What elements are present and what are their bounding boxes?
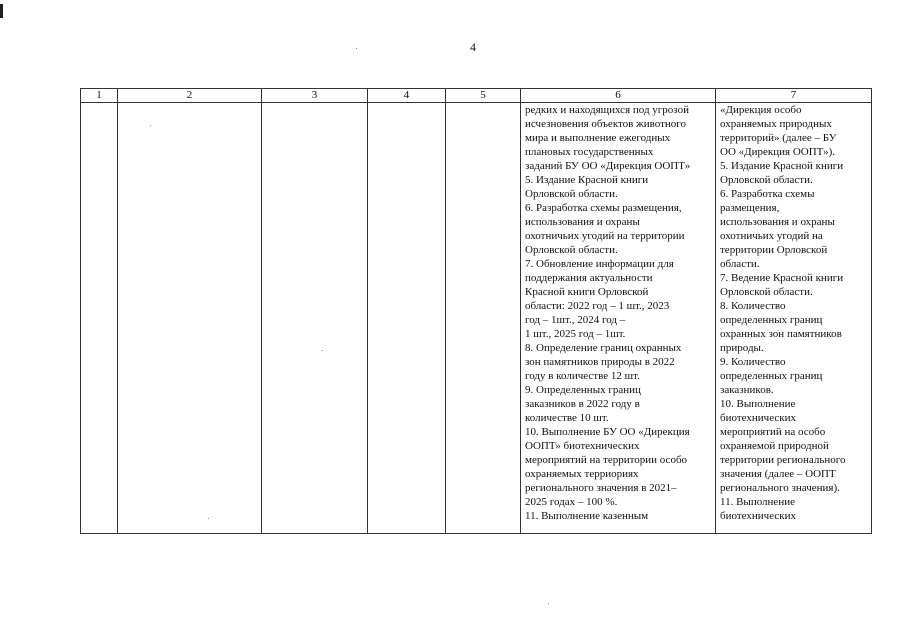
text-line: территорий» (далее – БУ (720, 132, 837, 144)
column-header-2: 2 (118, 89, 262, 103)
scan-speck (356, 48, 357, 49)
col6-text (525, 103, 711, 523)
text-line: охотничьих угодий на (720, 230, 823, 242)
text-line: регионального значения в 2021– (525, 482, 677, 494)
cell-col-1 (81, 103, 118, 534)
text-line: 5. Издание Красной книги (720, 160, 844, 172)
text-line: Орловской области. (525, 188, 618, 200)
text-line: мероприятий на особо (720, 426, 826, 438)
column-header-5: 5 (446, 89, 521, 103)
text-line: определенных границ (720, 370, 823, 382)
text-line: редких и находящихся под угрозой (525, 104, 689, 116)
text-line: Орловской области. (525, 244, 618, 256)
text-line: мира и выполнение ежегодных (525, 132, 671, 144)
text-line: значения (далее – ООПТ (720, 468, 836, 480)
text-line: территории регионального (720, 454, 846, 466)
text-line: исчезновения объектов животного (525, 118, 687, 130)
scan-speck (548, 603, 549, 604)
text-line: охотничьих угодий на территории (525, 230, 685, 242)
text-line: заданий БУ ОО «Дирекция ООПТ» (525, 160, 691, 172)
text-line: мероприятий на территории особо (525, 454, 688, 466)
text-line: охраняемой природной (720, 440, 829, 452)
text-line: году в количестве 12 шт. (525, 370, 640, 382)
col7-text (720, 103, 867, 523)
text-line: области: 2022 год – 1 шт., 2023 (525, 300, 670, 312)
text-line: поддержания актуальности (525, 272, 653, 284)
text-line: природы. (720, 342, 764, 354)
page-number: 4 (470, 40, 476, 54)
text-line: ООПТ» биотехнических (525, 440, 640, 452)
text-line: 7. Обновление информации для (525, 258, 674, 270)
text-line: плановых государственных (525, 146, 654, 158)
column-header-7: 7 (716, 89, 872, 103)
text-line: Красной книги Орловской (525, 286, 649, 298)
text-line: Орловской области. (720, 286, 813, 298)
text-line: 8. Определение границ охранных (525, 342, 682, 354)
text-line: 6. Разработка схемы (720, 188, 815, 200)
text-line: 8. Количество (720, 300, 786, 312)
text-line: регионального значения). (720, 482, 840, 494)
text-line: год – 1шт., 2024 год – (525, 314, 626, 326)
text-line: использования и охраны (525, 216, 640, 228)
column-header-4: 4 (368, 89, 446, 103)
text-line: Орловской области. (720, 174, 813, 186)
text-line: охраняемых природных (720, 118, 832, 130)
column-header-6: 6 (521, 89, 716, 103)
text-line: определенных границ (720, 314, 823, 326)
text-line: 7. Ведение Красной книги (720, 272, 844, 284)
text-line: заказников в 2022 году в (525, 398, 640, 410)
cell-col-7 (716, 103, 872, 534)
text-line: 5. Издание Красной книги (525, 174, 649, 186)
text-line: зон памятников природы в 2022 (525, 356, 675, 368)
text-line: ОО «Дирекция ООПТ»). (720, 146, 836, 158)
text-line: 2025 годах – 100 %. (525, 496, 618, 508)
text-line: 10. Выполнение (720, 398, 796, 410)
text-line: 10. Выполнение БУ ОО «Дирекция (525, 426, 690, 438)
cell-col-4 (368, 103, 446, 534)
scan-speck (322, 350, 323, 351)
text-line: 9. Количество (720, 356, 786, 368)
scan-speck (150, 125, 151, 126)
text-line: заказников. (720, 384, 774, 396)
text-line: размещения, (720, 202, 780, 214)
text-line: «Дирекция особо (720, 104, 802, 116)
scan-speck (208, 518, 209, 519)
text-line: биотехнических (720, 510, 796, 522)
column-header-3: 3 (262, 89, 368, 103)
text-line: 6. Разработка схемы размещения, (525, 202, 682, 214)
cell-col-6 (521, 103, 716, 534)
text-line: 11. Выполнение (720, 496, 795, 508)
text-line: 11. Выполнение казенным (525, 510, 649, 522)
cell-col-5 (446, 103, 521, 534)
scan-corner-mark (0, 4, 3, 18)
cell-col-3 (262, 103, 368, 534)
table-row (81, 103, 872, 534)
text-line: области. (720, 258, 760, 270)
text-line: территории Орловской (720, 244, 828, 256)
column-header-1: 1 (81, 89, 118, 103)
text-line: 1 шт., 2025 год – 1шт. (525, 328, 626, 340)
text-line: охранных зон памятников (720, 328, 842, 340)
text-line: количестве 10 шт. (525, 412, 609, 424)
text-line: охраняемых терриориях (525, 468, 639, 480)
text-line: использования и охраны (720, 216, 835, 228)
document-table (80, 88, 872, 534)
text-line: 9. Определенных границ (525, 384, 641, 396)
text-line: биотехнических (720, 412, 796, 424)
table-header-row (81, 89, 872, 103)
cell-col-2 (118, 103, 262, 534)
